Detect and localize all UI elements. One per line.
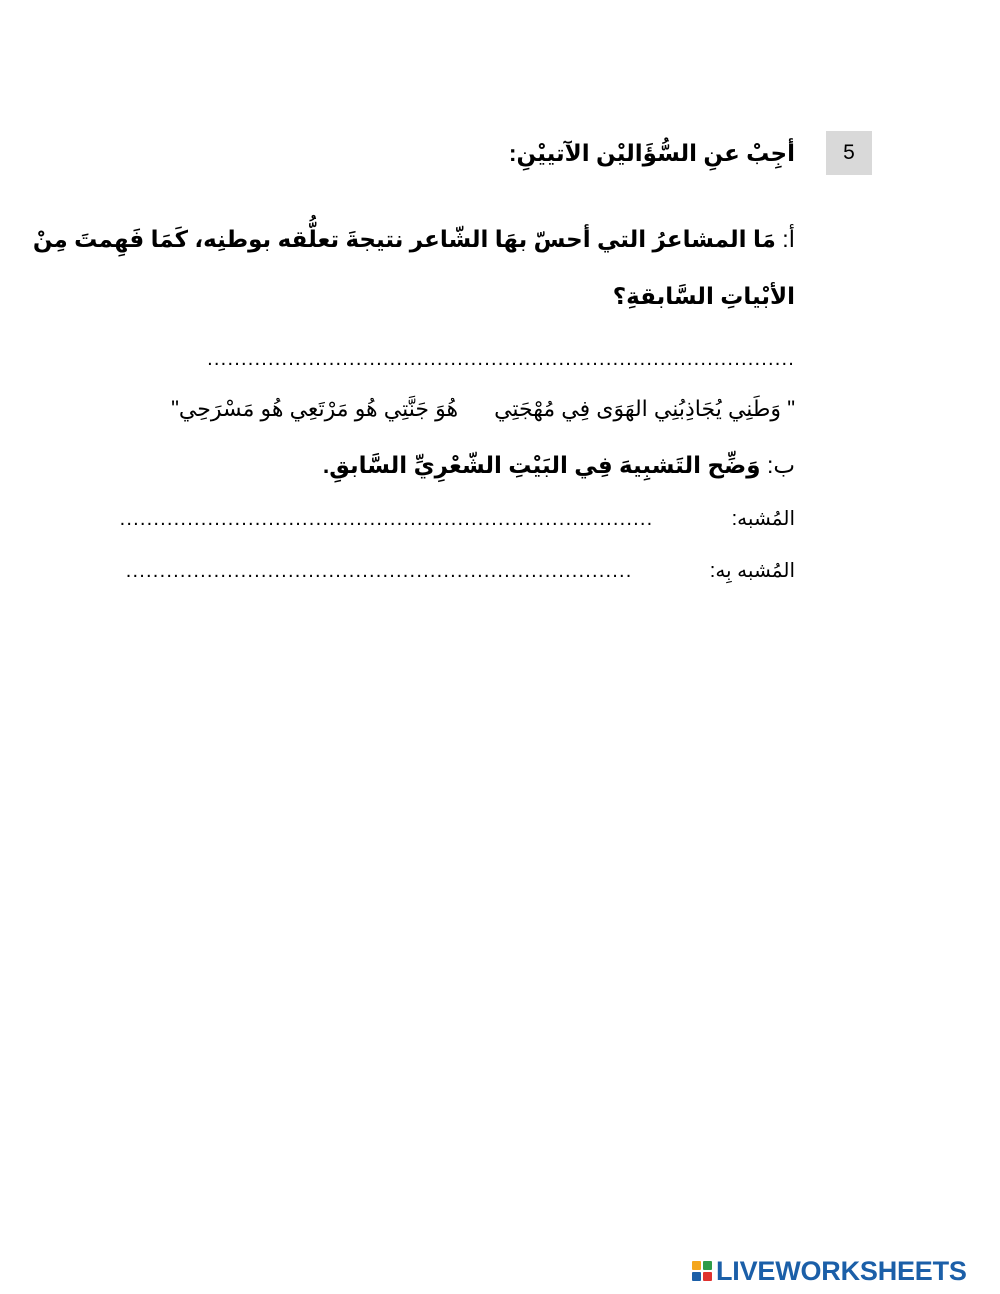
- part-a-answer-field[interactable]: .......................................................................................: [207, 348, 795, 370]
- mushabbah-bih-row: [126, 558, 795, 583]
- part-b-prefix: ب:: [766, 452, 795, 478]
- part-a-text-line1: مَا المشاعرُ التي أحسّ بهَا الشّاعر نتيجةَ تعلُّقه بوطنِه، كَمَا فَهِمتَ مِنْ: [32, 226, 776, 252]
- mushabbah-bih-label: المُشبه بِه:: [709, 560, 795, 582]
- verse-hemistich-2: هُوَ جَنَّتِي هُو مَرْتَعِي هُو مَسْرَحِي: [178, 396, 459, 421]
- verse-close-quote: ": [171, 396, 179, 421]
- liveworksheets-grid-icon: [692, 1261, 712, 1281]
- mushabbah-row: [120, 506, 795, 531]
- part-b-question: [323, 452, 795, 479]
- logo-text: LIVEWORKSHEETS: [716, 1255, 967, 1286]
- question-number: 5: [843, 141, 855, 164]
- poetry-verse: [171, 396, 795, 422]
- verse-open-quote: ": [787, 396, 795, 421]
- verse-hemistich-1: وَطَنِي يُجَاذِبُنِي الهَوَى فِي مُهْجَتِي: [494, 396, 782, 421]
- question-instruction: أجِبْ عنِ السُّؤَاليْن الآتييْنِ:: [508, 140, 795, 166]
- mushabbah-label: المُشبه:: [731, 508, 795, 530]
- liveworksheets-logo: [692, 1256, 967, 1286]
- part-a-question-line1: [33, 226, 795, 253]
- part-a-prefix: أ:: [782, 226, 795, 252]
- mushabbah-bih-answer-field[interactable]: ...........................................................................: [125, 560, 633, 582]
- part-a-question-line2: الأبْياتِ السَّابقةِ؟: [612, 283, 795, 309]
- part-b-text: وَضِّح التَشبِيهَ فِي البَيْتِ الشّعْرِيِّ السَّابقِ.: [322, 452, 761, 478]
- mushabbah-answer-field[interactable]: ...............................................................................: [119, 508, 654, 530]
- question-number-badge: [826, 131, 872, 175]
